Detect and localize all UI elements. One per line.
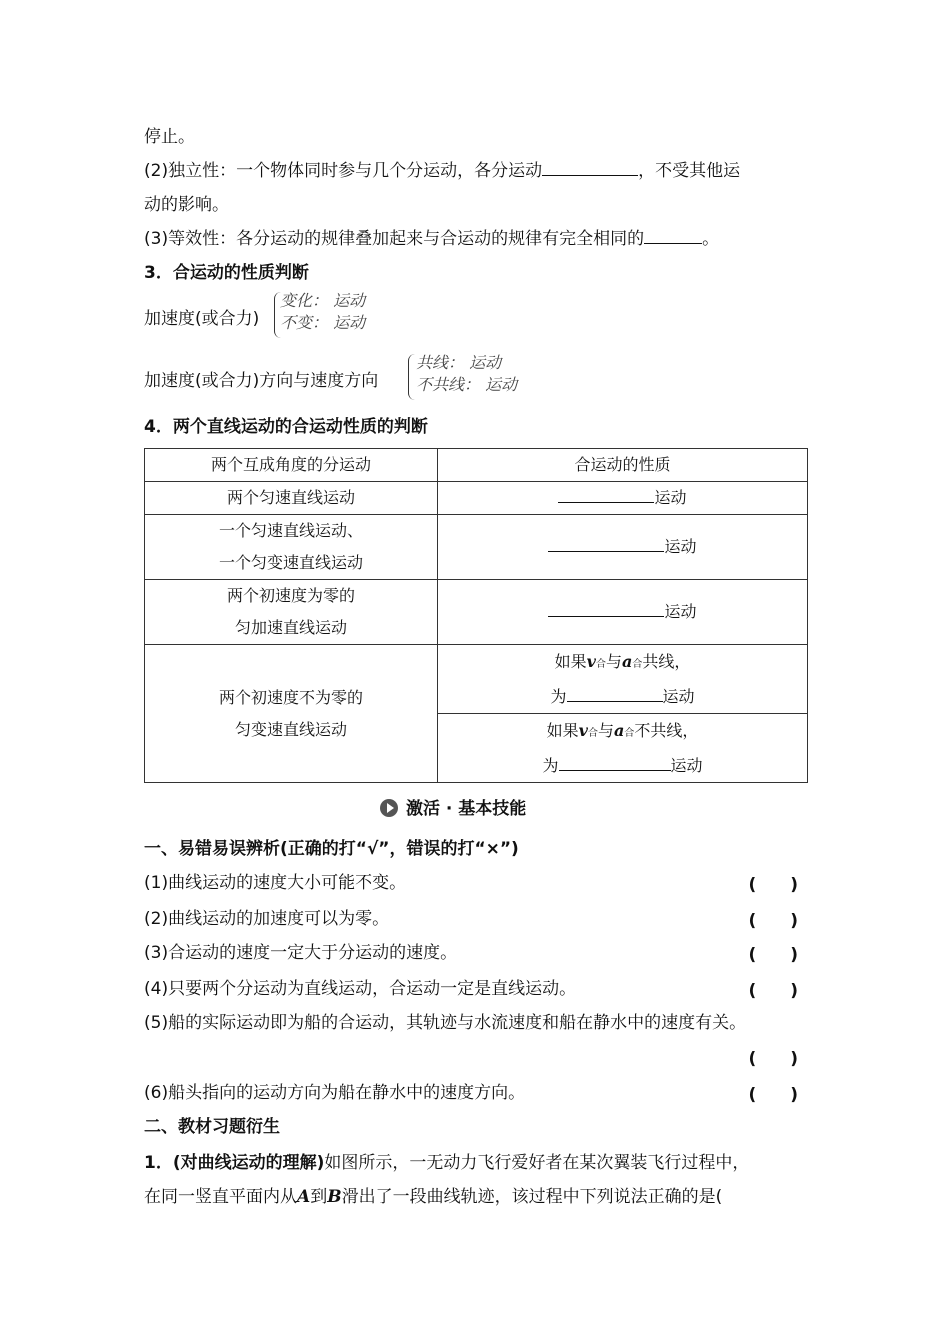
answer-paren[interactable]: ( ): [748, 875, 798, 895]
question-1-line1: 1．(对曲线运动的理解)如图所示，一无动力飞行爱好者在某次翼装飞行过程中，: [144, 1153, 750, 1173]
question-1-line2: 在同一竖直平面内从A到B滑出了一段曲线轨迹，该过程中下列说法正确的是(: [144, 1187, 723, 1207]
section3-heading: 3．合运动的性质判断: [144, 263, 309, 283]
fill-blank[interactable]: [559, 754, 671, 771]
fill-blank[interactable]: [548, 535, 664, 552]
table-row: [145, 645, 808, 714]
col-header-components: 两个互成角度的分运动: [145, 449, 438, 482]
row-left: 一个匀速直线运动、 一个匀变速直线运动: [145, 515, 438, 580]
row-right: 运动: [438, 482, 808, 515]
answer-paren[interactable]: ( ): [748, 945, 798, 965]
exercise-heading: 二、教材习题衍生: [144, 1117, 280, 1137]
accel-options: [280, 290, 365, 334]
fill-blank[interactable]: [644, 227, 702, 244]
section4-heading: 4．两个直线运动的合运动性质的判断: [144, 417, 428, 437]
row-left: 两个初速度不为零的 匀变速直线运动: [145, 645, 438, 783]
independence-line: (2)独立性：一个物体同时参与几个分运动，各分运动 ，不受其他运: [144, 161, 741, 181]
judge-item: (4)只要两个分运动为直线运动，合运动一定是直线运动。: [144, 979, 577, 999]
text-stop: 停止。: [144, 127, 195, 147]
table-header-row: [145, 449, 808, 482]
judge-item: (5)船的实际运动即为船的合运动，其轨迹与水流速度和船在静水中的速度有关。: [144, 1013, 747, 1033]
composite-motion-table: [144, 448, 808, 783]
fill-blank[interactable]: [567, 685, 663, 702]
table-row: [145, 580, 808, 645]
judge-item: (3)合运动的速度一定大于分运动的速度。: [144, 943, 458, 963]
answer-paren[interactable]: ( ): [748, 1085, 798, 1105]
table-row: [145, 515, 808, 580]
row-right: 运动: [438, 515, 808, 580]
answer-paren[interactable]: ( ): [748, 911, 798, 931]
fill-blank[interactable]: [548, 600, 664, 617]
equivalence-line: (3)等效性：各分运动的规律叠加起来与合运动的规律有完全相同的 。: [144, 229, 720, 249]
judge-item: (6)船头指向的运动方向为船在静水中的速度方向。: [144, 1083, 526, 1103]
judge-item: (2)曲线运动的加速度可以为零。: [144, 909, 390, 929]
direction-option-collinear: 共线： 运动: [416, 353, 502, 372]
answer-paren[interactable]: ( ): [748, 981, 798, 1001]
direction-option-noncollinear: 不共线： 运动: [416, 375, 518, 394]
brace-icon: [408, 354, 415, 400]
row-left: 两个初速度为零的 匀加速直线运动: [145, 580, 438, 645]
play-icon: [380, 799, 398, 817]
accel-option-change: 变化： 运动: [280, 291, 366, 310]
row-right-noncollinear: 如果v合与a合不共线， 为 运动: [438, 714, 808, 783]
direction-label: 加速度(或合力)方向与速度方向: [144, 371, 379, 391]
judge-item: (1)曲线运动的速度大小可能不变。: [144, 873, 407, 893]
accel-label: 加速度(或合力): [144, 309, 260, 329]
row-right-collinear: 如果v合与a合共线， 为 运动: [438, 645, 808, 714]
section-banner: 激活 · 基本技能: [380, 794, 526, 819]
judge-heading: 一、易错易误辨析(正确的打“√”，错误的打“×”): [144, 839, 519, 859]
row-right: 运动: [438, 580, 808, 645]
independence-cont: 动的影响。: [144, 195, 229, 215]
col-header-result: 合运动的性质: [438, 449, 808, 482]
answer-paren[interactable]: ( ): [748, 1049, 798, 1069]
direction-options: [416, 352, 517, 396]
fill-blank[interactable]: [558, 486, 654, 503]
accel-option-const: 不变： 运动: [280, 313, 366, 332]
fill-blank[interactable]: [542, 159, 638, 176]
table-row: [145, 482, 808, 515]
row-left: 两个匀速直线运动: [145, 482, 438, 515]
